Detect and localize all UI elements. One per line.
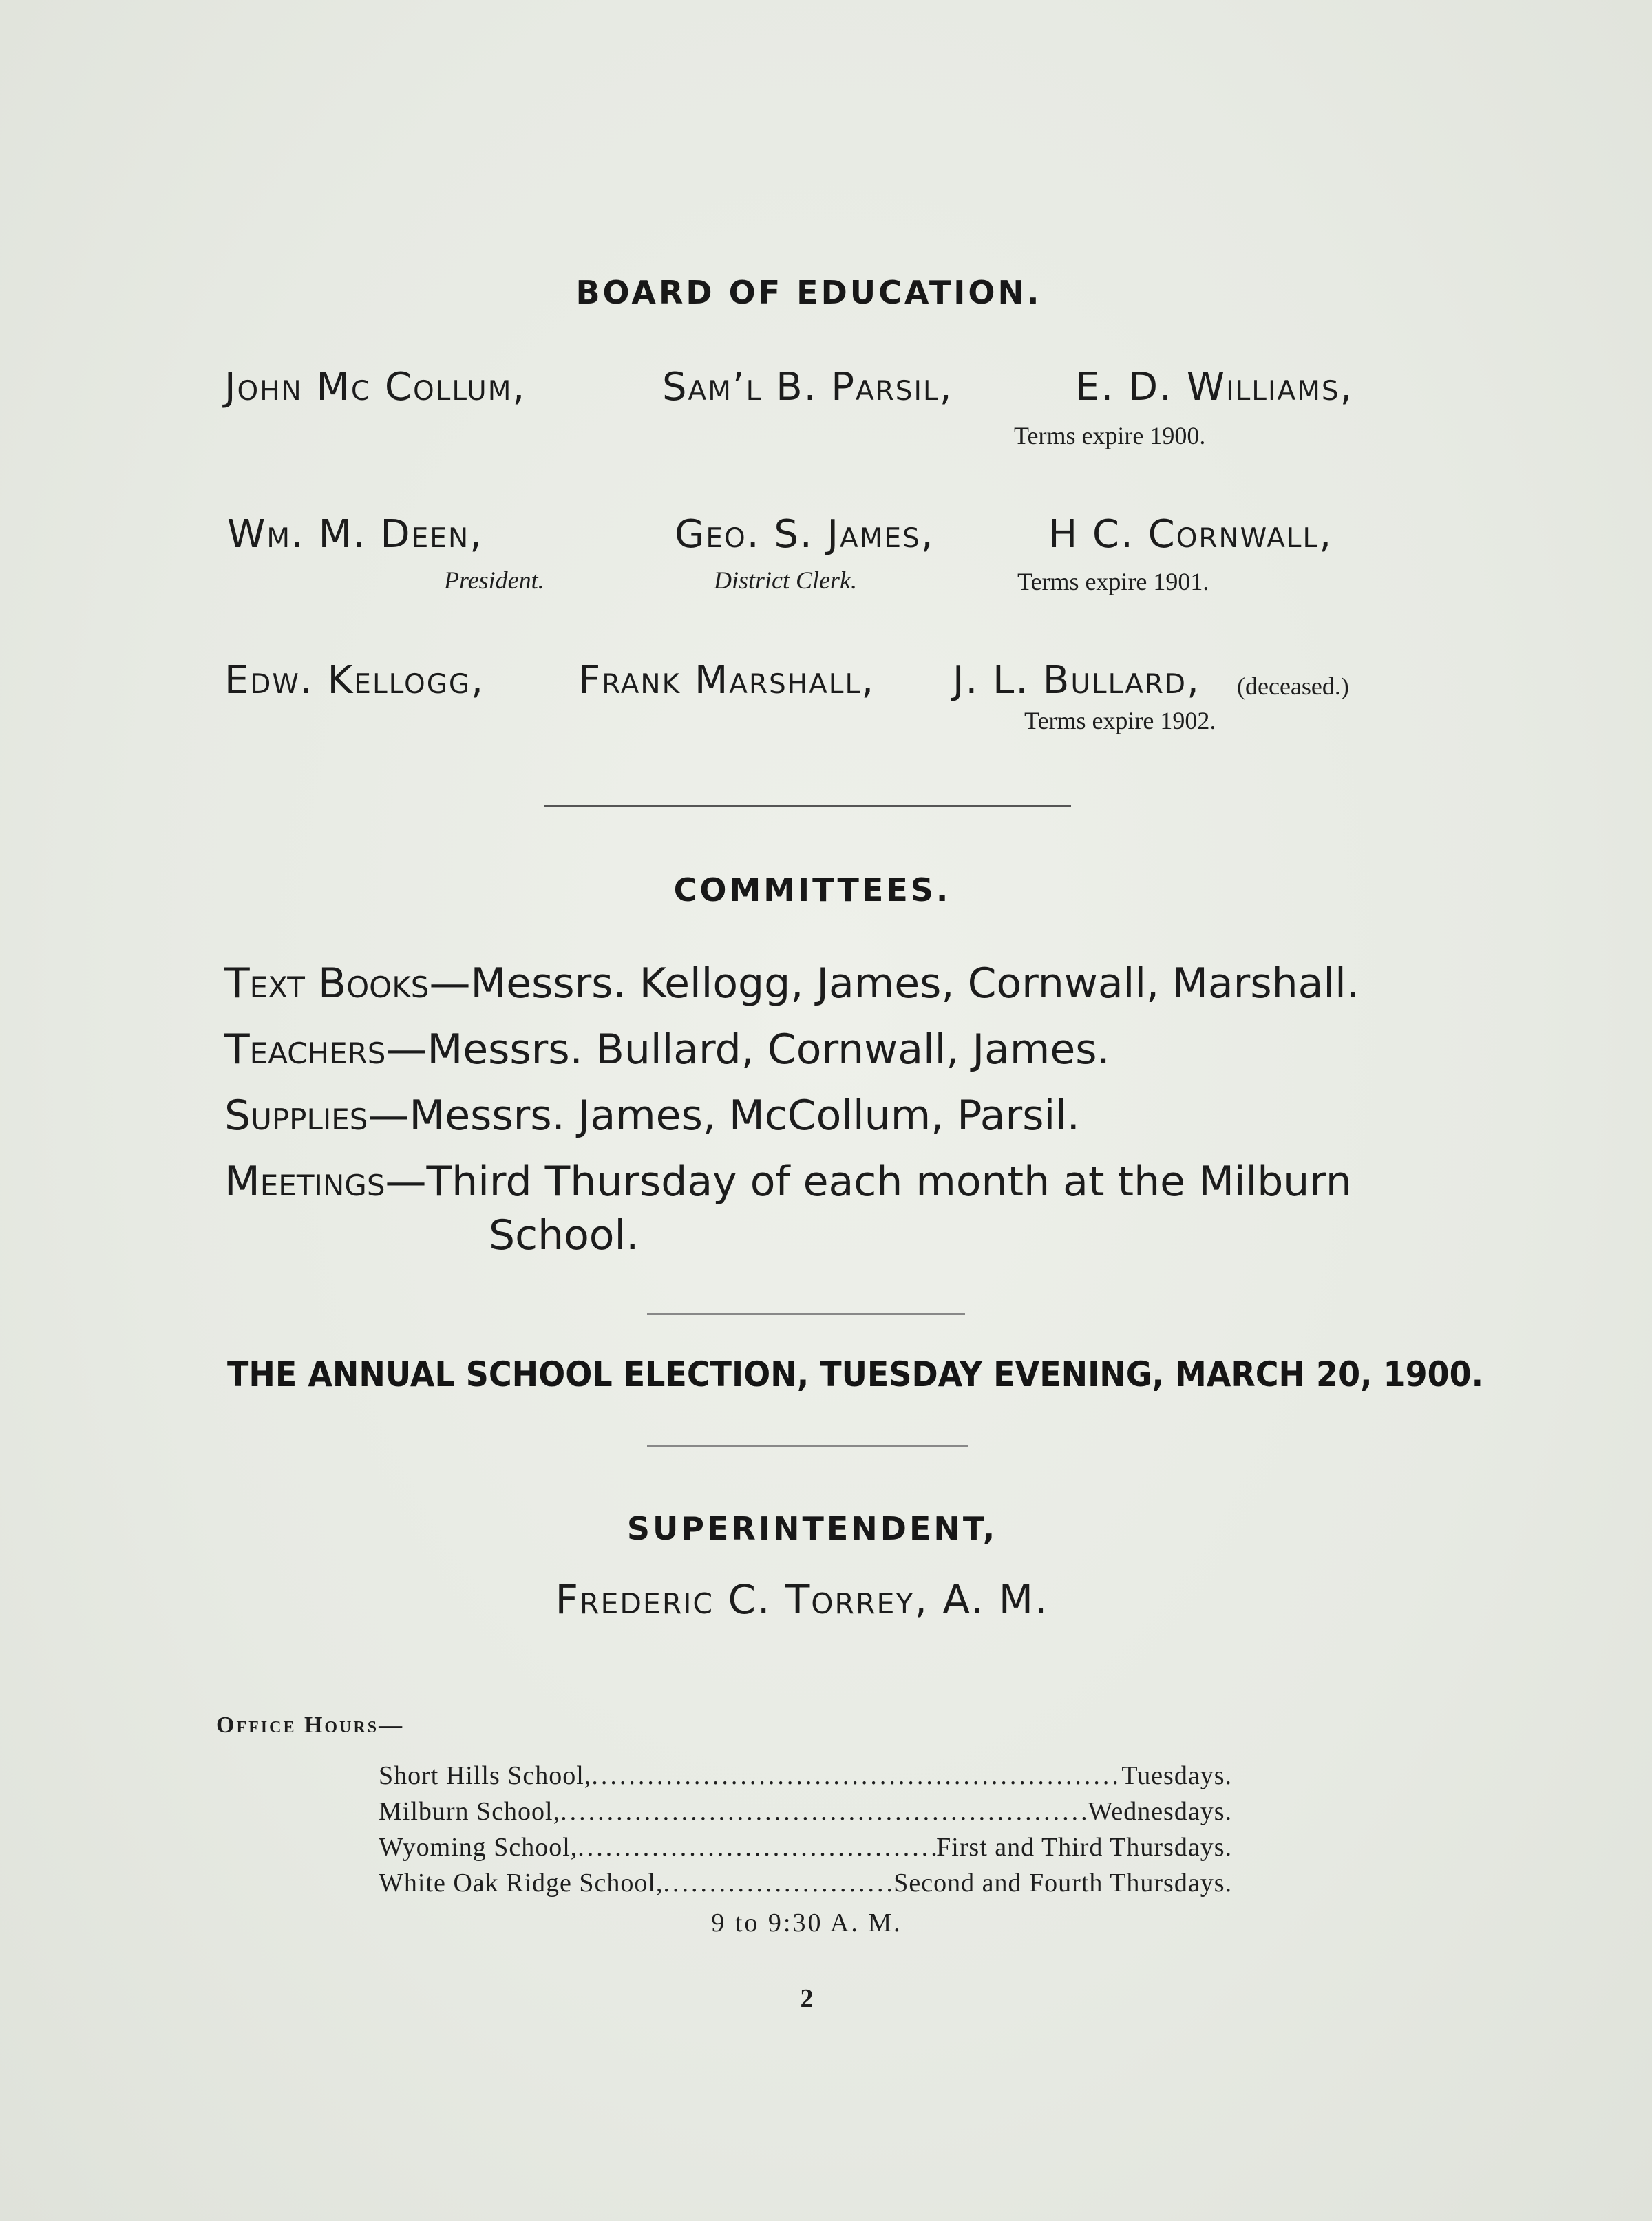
committee-label: Teachers (224, 1026, 386, 1074)
page-number: 2 (800, 1984, 814, 2013)
committee-label: Supplies (224, 1092, 368, 1140)
board-heading: BOARD OF EDUCATION. (575, 274, 1042, 311)
office-hours-row (379, 1868, 1232, 1898)
committee-continuation: School. (489, 1211, 639, 1260)
school-name: White Oak Ridge School, (379, 1869, 664, 1898)
office-days: Second and Fourth Thursdays. (893, 1869, 1232, 1898)
office-hours-time: 9 to 9:30 A. M. (711, 1909, 902, 1937)
committee-members: —Messrs. Bullard, Cornwall, James. (385, 1026, 1110, 1074)
board-member: Edw. Kellogg, (224, 658, 485, 703)
school-name: Short Hills School, (379, 1761, 592, 1790)
school-name: Milburn School, (379, 1797, 561, 1826)
office-hours-row (379, 1796, 1232, 1827)
office-hours-row (379, 1761, 1232, 1791)
member-note: (deceased.) (1237, 672, 1349, 700)
office-days: Wednesdays. (1088, 1797, 1232, 1826)
board-member: John Mc Collum, (224, 365, 527, 410)
committee-item (224, 1158, 1395, 1206)
committee-label: Text Books (224, 959, 430, 1008)
committee-members: —Messrs. Kellogg, James, Cornwall, Marshall. (429, 959, 1359, 1008)
office-hours-label: Office Hours— (216, 1712, 405, 1738)
board-member: H C. Cornwall, (1048, 512, 1333, 557)
committee-members: —Third Thursday of each month at the Milburn (385, 1158, 1352, 1206)
board-member: J. L. Bullard, (953, 658, 1200, 703)
section-divider (647, 1313, 965, 1315)
section-divider (544, 805, 1071, 807)
superintendent-heading: SUPERINTENDENT, (626, 1510, 998, 1547)
member-title: District Clerk. (714, 566, 857, 594)
office-hours-row (379, 1832, 1232, 1862)
committee-label: Meetings (224, 1158, 385, 1206)
term-expiry: Terms expire 1902. (1024, 707, 1216, 734)
committee-item (224, 1026, 1395, 1074)
board-member: Geo. S. James, (675, 512, 935, 557)
section-divider (647, 1445, 968, 1447)
school-name: Wyoming School, (379, 1833, 578, 1862)
member-title: President. (444, 566, 544, 594)
committee-item (224, 959, 1395, 1008)
office-days: First and Third Thursdays. (936, 1833, 1232, 1862)
board-member: Wm. M. Deen, (227, 512, 483, 557)
board-member: Frank Marshall, (578, 658, 876, 703)
superintendent-name: Frederic C. Torrey, A. M. (555, 1576, 1049, 1623)
committees-heading: COMMITTEES. (673, 871, 951, 908)
election-notice: THE ANNUAL SCHOOL ELECTION, TUESDAY EVENING, MARCH 20, 1900. (227, 1354, 1484, 1394)
committee-members: —Messrs. James, McCollum, Parsil. (368, 1092, 1080, 1140)
term-expiry: Terms expire 1900. (1014, 422, 1206, 449)
committee-item (224, 1092, 1395, 1140)
board-member: Sam’l B. Parsil, (662, 365, 953, 410)
office-days: Tuesdays. (1121, 1761, 1232, 1790)
term-expiry: Terms expire 1901. (1017, 568, 1209, 595)
board-member: E. D. Williams, (1075, 365, 1354, 410)
